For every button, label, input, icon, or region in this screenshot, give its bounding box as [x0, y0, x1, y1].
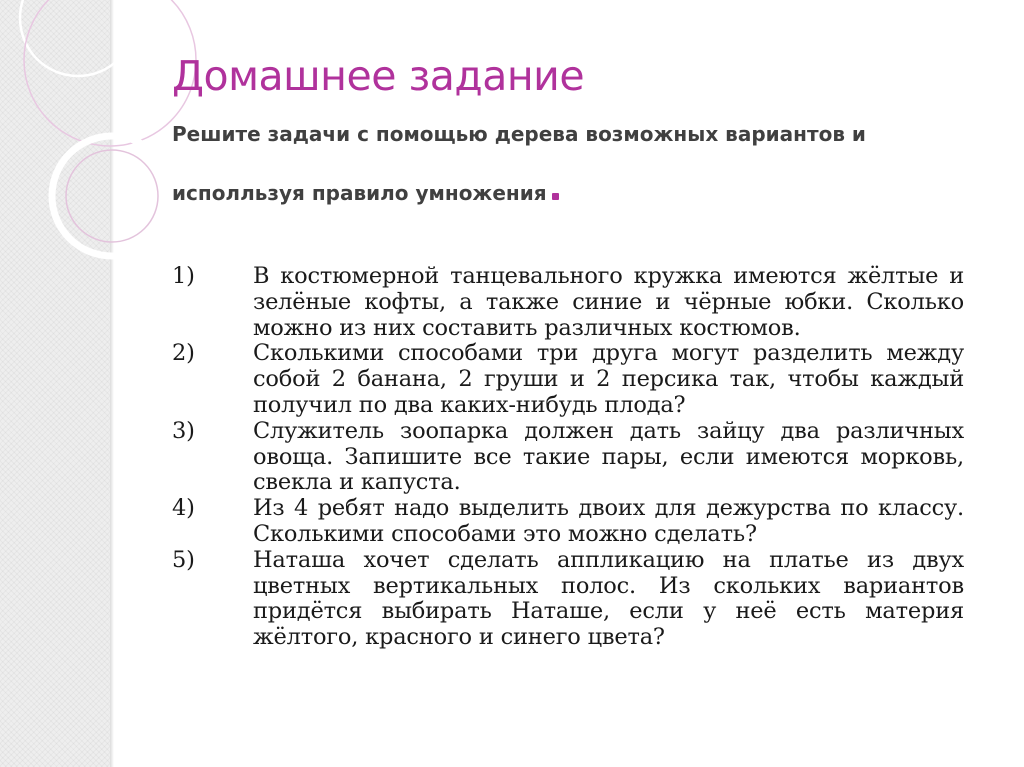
- task-number: 2): [172, 340, 195, 367]
- task-item-1: [172, 264, 964, 341]
- task-number: 3): [172, 417, 195, 444]
- slide-subtitle-line-2: [172, 181, 559, 205]
- task-number: 1): [172, 263, 195, 289]
- task-item-5: [172, 548, 964, 651]
- task-text: В костюмерной танцевального кружка имеются жёлтые и зелёные кофты, а также синие и чёрные юбки. Сколько можно из них составить различных костюмов.: [253, 263, 964, 341]
- decorative-circles: [0, 0, 200, 300]
- task-number: 5): [172, 546, 195, 573]
- task-text: Сколькими способами три друга могут разделить между собой 2 банана, 2 груши и 2 персика так, чтобы каждый получил по два каких-нибудь плода?: [253, 340, 964, 418]
- slide-subtitle-line-1: Решите задачи с помощью дерева возможных вариантов и: [172, 122, 866, 146]
- task-item-4: [172, 496, 964, 548]
- slide-title: Домашнее задание: [172, 52, 585, 100]
- task-item-2: [172, 341, 964, 418]
- accent-dot: [552, 193, 559, 200]
- slide-subtitle-line-2-text: исполльзуя правило умножения: [172, 181, 547, 205]
- task-text: Из 4 ребят надо выделить двоих для дежурства по классу. Сколькими способами это можно сделать?: [253, 495, 964, 547]
- task-number: 4): [172, 495, 195, 522]
- task-text: Наташа хочет сделать аппликацию на платье из двух цветных вертикальных полос. Из скольких вариантов придётся выбирать Наташе, если у неё есть материя жёлтого, красного и синего цвета?: [253, 546, 964, 651]
- task-list: [172, 264, 964, 651]
- task-item-3: [172, 419, 964, 496]
- task-text: Служитель зоопарка должен дать зайцу два различных овоща. Запишите все такие пары, если имеются морковь, свекла и капуста.: [253, 417, 964, 496]
